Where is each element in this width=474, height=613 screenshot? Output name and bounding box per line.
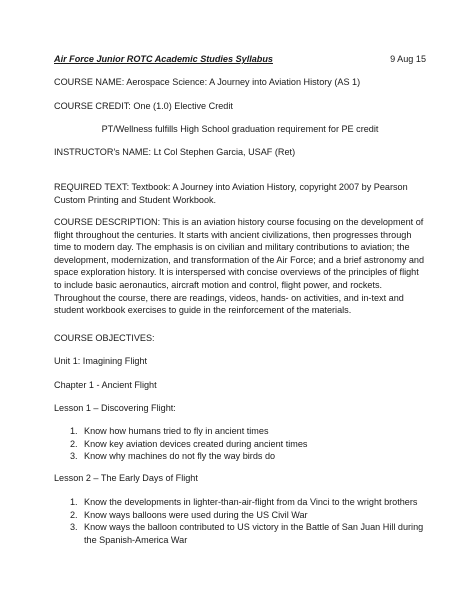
list-item bbox=[54, 450, 426, 463]
list-item-number: 2. bbox=[70, 509, 78, 520]
list-item bbox=[54, 496, 426, 509]
list-item bbox=[54, 425, 426, 438]
list-item bbox=[54, 521, 426, 546]
list-item-number: 3. bbox=[70, 451, 78, 462]
syllabus-title: Air Force Junior ROTC Academic Studies Syllabus bbox=[54, 54, 273, 64]
list-item-text: Know the developments in lighter-than-air-flight from da Vinci to the wright brothers bbox=[84, 497, 418, 507]
chapter-title: Chapter 1 - Ancient Flight bbox=[54, 380, 157, 390]
lesson-1-title: Lesson 1 – Discovering Flight: bbox=[54, 403, 176, 413]
list-item-text: Know key aviation devices created during ancient times bbox=[84, 438, 308, 449]
lesson-1-objectives bbox=[54, 425, 426, 463]
instructor-name: INSTRUCTOR's NAME: Lt Col Stephen Garcia, USAF (Ret) bbox=[54, 147, 296, 157]
course-credit: COURSE CREDIT: One (1.0) Elective Credit bbox=[54, 101, 233, 111]
syllabus-date: 9 Aug 15 bbox=[390, 54, 426, 64]
list-item-text: Know how humans tried to fly in ancient times bbox=[84, 426, 269, 436]
list-item-number: 3. bbox=[70, 522, 78, 533]
list-item-text: Know ways the balloon contributed to US victory in the Battle of San Juan Hill during the Spanish-America War bbox=[84, 522, 424, 545]
list-item-number: 1. bbox=[70, 497, 78, 507]
required-text: REQUIRED TEXT: Textbook: A Journey into Aviation History, copyright 2007 by Pearson Custom Printing and Student Workbook. bbox=[54, 182, 408, 205]
unit-title: Unit 1: Imagining Flight bbox=[54, 356, 148, 366]
lesson-2-objectives bbox=[54, 496, 426, 546]
objectives-heading: COURSE OBJECTIVES: bbox=[54, 333, 155, 343]
list-item bbox=[54, 509, 426, 522]
course-name: COURSE NAME: Aerospace Science: A Journey into Aviation History (AS 1) bbox=[54, 77, 361, 87]
course-description: COURSE DESCRIPTION: This is an aviation history course focusing on the development of flight throughout the centuries. It starts with ancient civilizations, then progresses through time to modern day. The emphasis is on civilian and military contributions to aviation; the development, modernization, and transformation of the Air Force; and a brief astronomy and space exploration history. It is interspersed with concise overviews of the principles of flight to include basic aeronautics, aircraft motion and control, flight power, and rockets. Throughout the course, there are readings, videos, hands- on activities, and in-text and student workbook exercises to guide in the reinforcement of the materials. bbox=[54, 217, 425, 316]
lesson-2-title: Lesson 2 – The Early Days of Flight bbox=[54, 473, 198, 483]
pe-credit-note: PT/Wellness fulfills High School graduation requirement for PE credit bbox=[101, 124, 379, 134]
list-item bbox=[54, 438, 426, 451]
list-item-number: 1. bbox=[70, 426, 78, 436]
syllabus-header bbox=[54, 53, 426, 66]
list-item-text: Know why machines do not fly the way birds do bbox=[84, 451, 276, 462]
list-item-number: 2. bbox=[70, 438, 78, 449]
list-item-text: Know ways balloons were used during the US Civil War bbox=[84, 509, 308, 520]
